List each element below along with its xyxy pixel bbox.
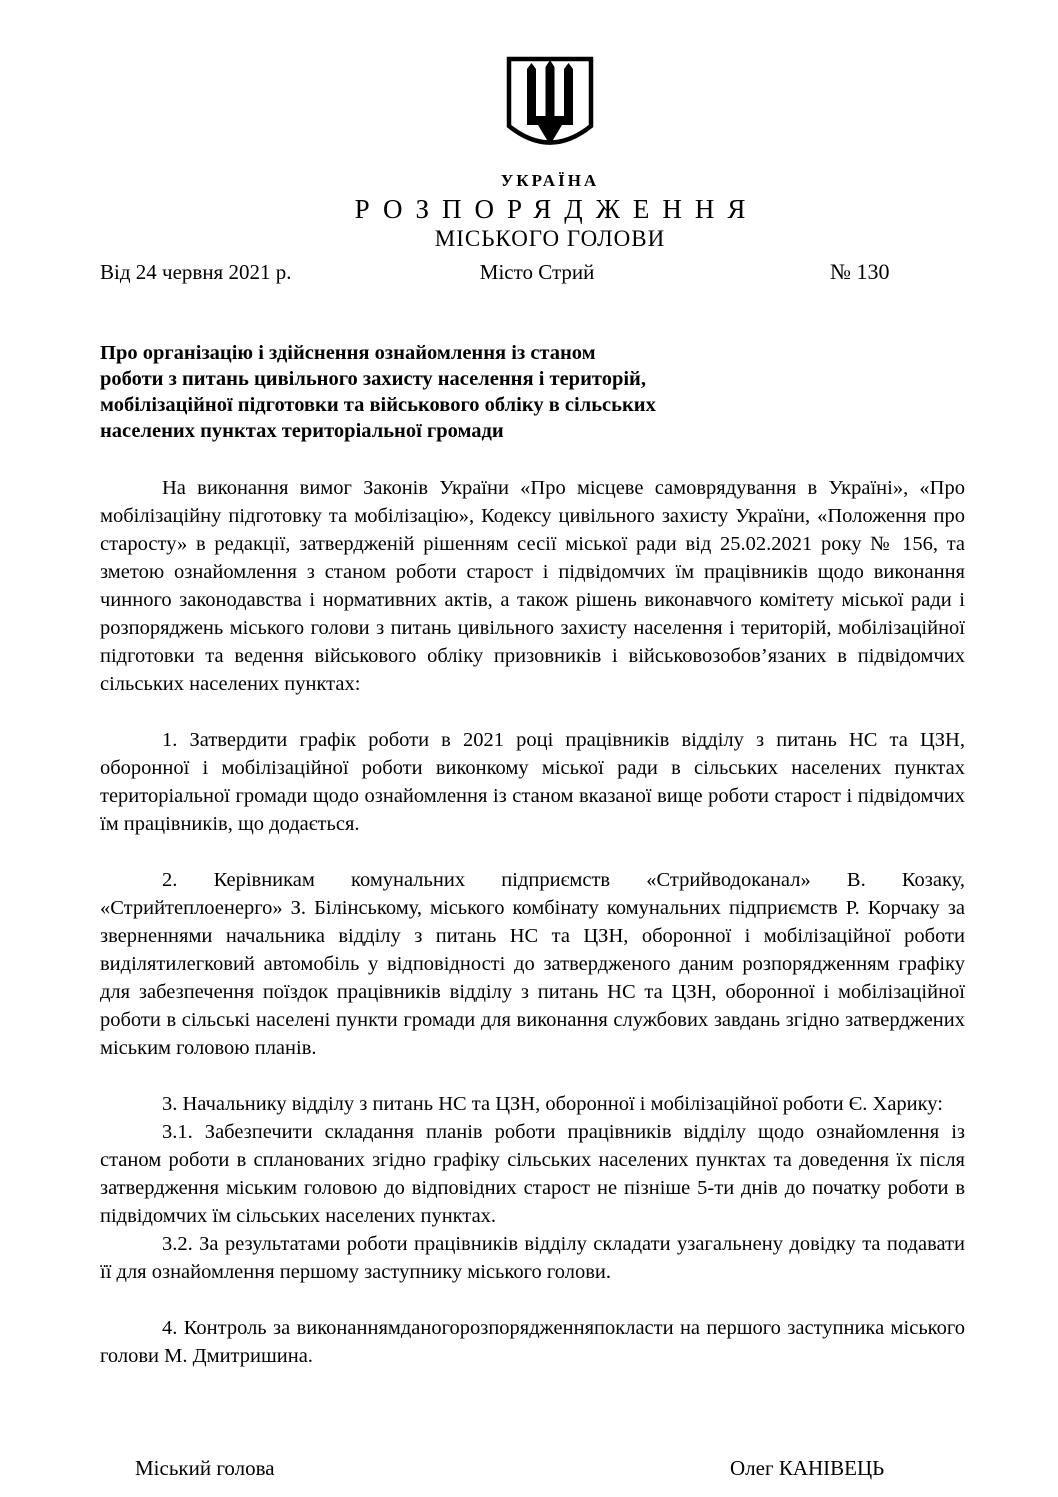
subject-line: населених пунктах територіальної громади: [100, 420, 504, 442]
paragraph-item-3: 3. Начальнику відділу з питань НС та ЦЗН, оборонної і мобілізаційної роботи Є. Харику:: [162, 1093, 943, 1115]
paragraph-item-4: 4. Контроль за виконаннямданогорозпорядженняпокласти на першого заступника міського голови М. Дмитришина.: [100, 1317, 965, 1367]
paragraph-item-1: 1. Затвердити графік роботи в 2021 році працівників відділу з питань НС та ЦЗН, оборонної і мобілізаційної роботи виконкому міської ради в сільських населених пунктах територіальної громади щодо ознайомлення із станом вказаної вище роботи старост і підвідомчих їм працівників, що додається.: [100, 729, 965, 835]
paragraph-item-3-2: 3.2. За результатами роботи працівників відділу складати узагальнену довідку та подавати її для ознайомлення першому заступнику міського голови.: [100, 1233, 965, 1283]
document-city: Місто Стрий: [479, 260, 595, 284]
subject-line: Про організацію і здійснення ознайомлення із станом: [100, 342, 596, 364]
issuer-title: МІСЬКОГО ГОЛОВИ: [434, 226, 666, 251]
paragraph-intro: На виконання вимог Законів України «Про місцеве самоврядування в Україні», «Про мобілізаційну підготовку та мобілізацію», Кодексу цивільного захисту України, «Положення про старосту» в редакції, затвердженій рішенням сесії міської ради від 25.02.2021 року № 156, та зметою ознайомлення з станом роботи старост і підвідомчих їм працівників щодо виконання чинного законодавства і нормативних актів, а також рішень виконавчого комітету міської ради і розпоряджень міського голови з питань цивільного захисту населення і територій, мобілізаційної підготовки та ведення військового обліку призовників і військовозобов’язаних в підвідомчих сільських населених пунктах:: [100, 477, 965, 695]
meta-row: [100, 260, 965, 288]
signature-row: [100, 1456, 958, 1486]
document-number: № 130: [830, 259, 890, 284]
document-type-title: РОЗПОРЯДЖЕННЯ: [354, 194, 759, 224]
ukraine-trident-emblem-icon: [504, 56, 596, 162]
document-body: [100, 474, 965, 1370]
signatory-name: Олег КАНІВЕЦЬ: [730, 1456, 885, 1480]
paragraph-item-2: 2. Керівникам комунальних підприємств «Стрийводоканал» В. Козаку, «Стрийтеплоенерго» З. Білінському, міського комбінату комунальних підприємств Р. Корчаку за зверненнями начальника відділу з питань НС та ЦЗН, оборонної і мобілізаційної роботи виділятилегковий автомобіль у відповідності до затвердженого даним розпорядженням графіку для забезпечення поїздок працівників відділу з питань НС та ЦЗН, оборонної і мобілізаційної роботи в сільські населені пункти громади для виконання службових завдань згідно затверджених міським головою планів.: [100, 869, 965, 1059]
subject-line: мобілізаційної підготовки та військового обліку в сільських: [100, 394, 656, 416]
country-label: УКРАЇНА: [500, 171, 600, 190]
subject-line: роботи з питань цивільного захисту населення і територій,: [100, 368, 646, 390]
document-date: Від 24 червня 2021 р.: [100, 260, 292, 284]
document-subject: [100, 340, 700, 444]
signatory-title: Міський голова: [135, 1456, 275, 1480]
document-header: [0, 0, 1058, 252]
paragraph-item-3-1: 3.1. Забезпечити складання планів роботи працівників відділу щодо ознайомлення із станом роботи в спланованих згідно графіку сільських населених пунктах та доведення їх після затвердження міським головою до відповідних старост не пізніше 5-ти днів до початку роботи в підвідомчих їм сільських населених пунктах.: [100, 1121, 965, 1227]
